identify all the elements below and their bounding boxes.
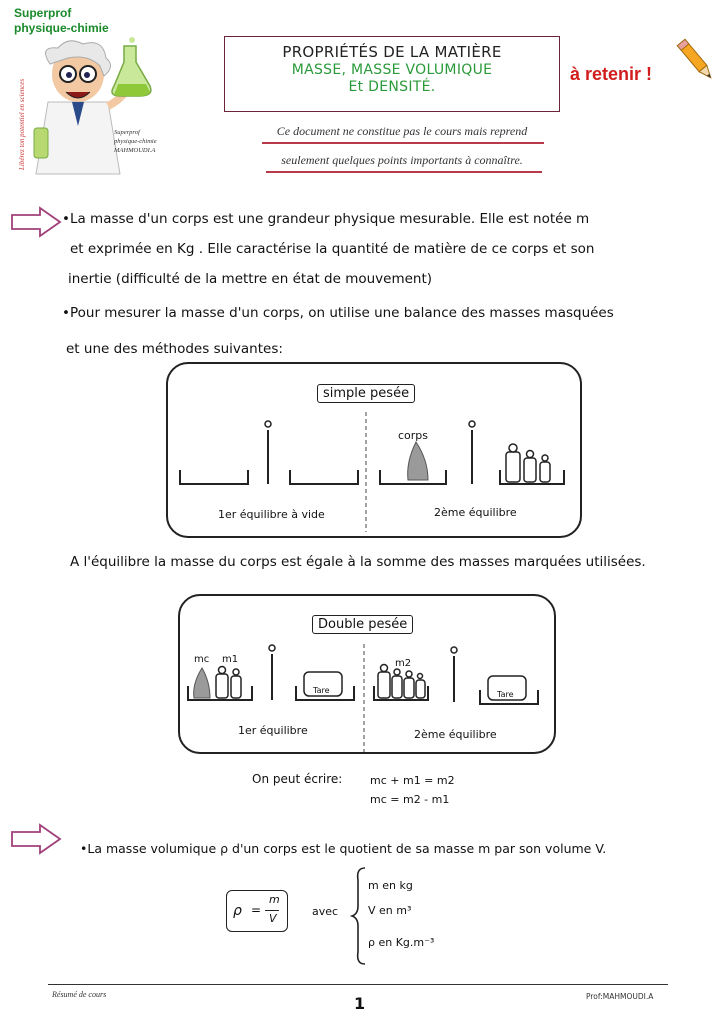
density-formula-box	[226, 890, 288, 932]
arrow-right-icon	[10, 206, 62, 238]
vertical-tagline: Libérez ton potentiel en sciences	[18, 78, 26, 170]
brand-logo-text	[14, 6, 109, 36]
credit-line-3: MAHMOUDI.A	[114, 147, 156, 154]
footer-left: Résumé de cours	[52, 990, 107, 999]
brand-line-1: Superprof	[14, 6, 72, 20]
section1-line-3: inertie (difficulté de la mettre en état de mouvement)	[68, 271, 433, 287]
formula-eq1: mc + m1 = m2	[370, 774, 455, 787]
credit-line-1: Superprof	[114, 129, 140, 136]
pencil-icon	[676, 36, 720, 86]
formula-intro: On peut écrire:	[252, 772, 343, 786]
m1-label: m1	[222, 654, 239, 665]
section1-line-5: et une des méthodes suivantes:	[66, 341, 283, 357]
disclaimer-underline-2	[266, 171, 542, 173]
double-eq1-label: 1er équilibre	[238, 724, 308, 737]
equilibrium-text: A l'équilibre la masse du corps est égale à la somme des masses marquées utilisées.	[70, 554, 646, 570]
credit-line-2: physique-chimie	[114, 138, 157, 145]
section2-line-1: •La masse volumique ρ d'un corps est le quotient de sa masse m par son volume V.	[80, 841, 607, 856]
tare-label-right: Tare	[497, 690, 514, 699]
fraction-bar	[265, 910, 279, 911]
title-box	[224, 36, 560, 112]
page-number: 1	[354, 994, 366, 1013]
m2-label: m2	[395, 658, 412, 669]
disclaimer-line-2: seulement quelques points importants à connaître.	[281, 153, 523, 167]
footer-right: Prof:MAHMOUDI.A	[586, 992, 654, 1001]
section1-line-4: •Pour mesurer la masse d'un corps, on utilise une balance des masses masquées	[62, 305, 614, 321]
mc-label: mc	[194, 654, 210, 665]
unit-mass: m en kg	[368, 879, 413, 892]
credit-text	[114, 128, 157, 155]
fraction-denominator: V	[269, 912, 277, 925]
double-pesee-drawing	[178, 594, 556, 754]
fraction-numerator: m	[269, 893, 280, 906]
simple-pesee-label: simple pesée	[317, 384, 415, 403]
simple-eq1-label: 1er équilibre à vide	[218, 508, 325, 521]
retenir-label: à retenir !	[570, 64, 653, 84]
section1-line-2: et exprimée en Kg . Elle caractérise la quantité de matière de ce corps et son	[70, 241, 595, 257]
rho-symbol: ρ	[233, 903, 242, 919]
footer-rule	[48, 984, 668, 985]
arrow-right-icon-2	[10, 823, 62, 855]
section1-line-1: •La masse d'un corps est une grandeur physique mesurable. Elle est notée m	[62, 211, 590, 227]
curly-brace	[350, 866, 368, 966]
unit-density: ρ en Kg.m⁻³	[368, 936, 435, 949]
unit-volume: V en m³	[368, 904, 412, 917]
double-pesee-label: Double pesée	[312, 615, 413, 634]
tare-label-left: Tare	[313, 686, 330, 695]
avec-text: avec	[312, 905, 339, 918]
brand-line-2: physique-chimie	[14, 21, 109, 35]
disclaimer-underline-1	[262, 142, 544, 144]
title-line-3: Et DENSITÉ.	[348, 79, 436, 95]
corps-label: corps	[398, 429, 429, 442]
double-eq2-label: 2ème équilibre	[414, 728, 497, 741]
title-line-1: PROPRIÉTÉS DE LA MATIÈRE	[282, 43, 502, 61]
scientist-illustration	[28, 36, 158, 176]
formula-eq2: mc = m2 - m1	[370, 793, 450, 806]
disclaimer-line-1: Ce document ne constitue pas le cours mais reprend	[276, 124, 528, 138]
title-line-2: MASSE, MASSE VOLUMIQUE	[291, 62, 493, 78]
simple-eq2-label: 2ème équilibre	[434, 506, 517, 519]
equals-sign: =	[251, 903, 262, 917]
